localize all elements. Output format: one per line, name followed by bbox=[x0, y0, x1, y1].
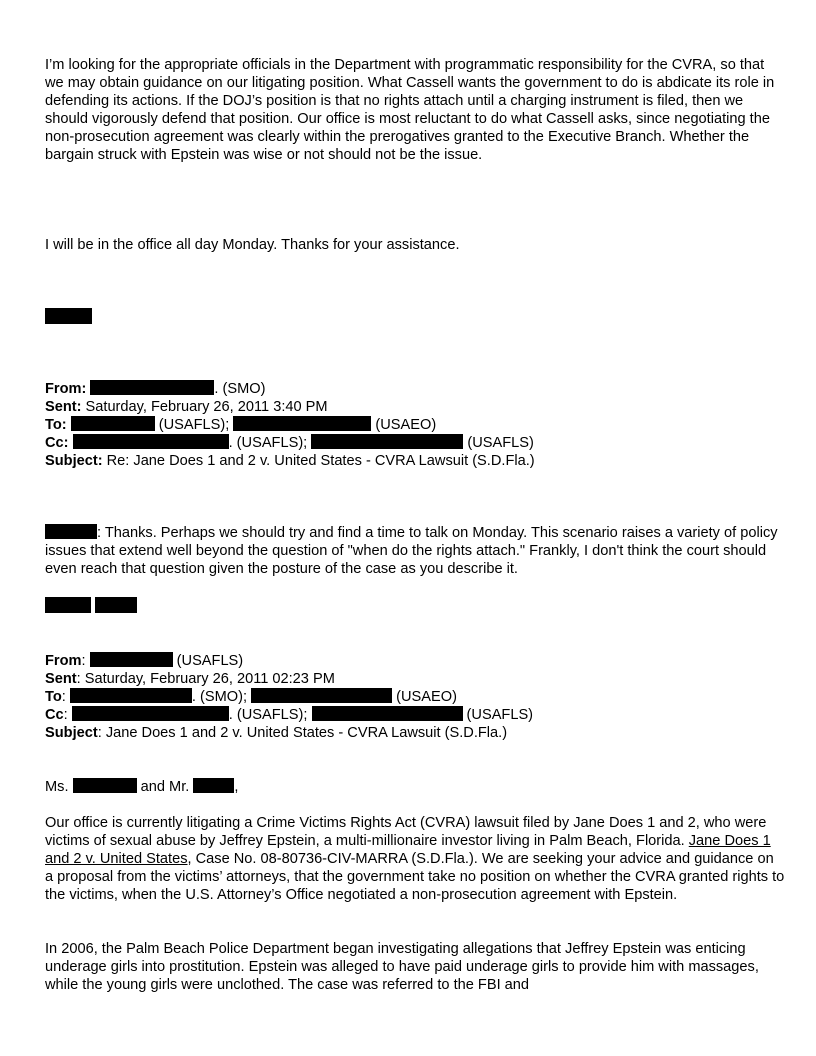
availability-line: I will be in the office all day Monday. Thanks for your assistance. bbox=[45, 237, 460, 253]
paragraph-1-part-a: Our office is currently litigating a Crime Victims Rights Act (CVRA) lawsuit filed by Jane Does 1 and 2, who were victims of sexual abuse by Jeffrey Epstein, a multi-millionaire investor living in Palm Beach, Florida. bbox=[45, 815, 767, 850]
subject-line bbox=[45, 452, 785, 470]
cc-value-1: . (USAFLS); bbox=[228, 707, 312, 724]
redaction-block bbox=[90, 652, 173, 667]
redaction-block bbox=[90, 380, 214, 395]
redaction-block bbox=[73, 778, 137, 793]
redaction-block bbox=[71, 416, 155, 431]
sent-label: Sent: bbox=[45, 399, 82, 416]
colon: : bbox=[61, 689, 66, 706]
email-header-2 bbox=[45, 652, 785, 742]
to-label: To: bbox=[45, 417, 67, 434]
email-body-2-paragraph-2: In 2006, the Palm Beach Police Department began investigating allegations that Jeffrey Epstein was enticing underage girls into prostitution. Epstein was alleged to have paid underage girls to provide him with massages, while the young girls were unclothed. The case was referred to the FBI and bbox=[45, 941, 759, 994]
redaction-block bbox=[72, 706, 229, 721]
email-body-2-paragraph-1 bbox=[45, 814, 785, 904]
from-value: . (SMO) bbox=[214, 381, 266, 397]
from-line bbox=[45, 380, 785, 398]
colon: : bbox=[63, 707, 68, 724]
redaction-block bbox=[193, 778, 234, 793]
email-header-1 bbox=[45, 380, 785, 470]
redaction-block bbox=[45, 308, 92, 324]
redaction-block bbox=[312, 706, 463, 721]
paragraph-1-part-b: , Case No. 08-80736-CIV-MARRA (S.D.Fla.). We are seeking your advice and guidance on a proposal from the victims’ attorneys, that the government take no position on whether the CVRA granted rights to the victims, when the U.S. Attorney’s Office negotiated a non-prosecution agreement with Epstein. bbox=[45, 851, 785, 904]
sent-value: : Saturday, February 26, 2011 02:23 PM bbox=[76, 671, 335, 688]
sent-line bbox=[45, 670, 785, 688]
subject-value: : Jane Does 1 and 2 v. United States - CVRA Lawsuit (S.D.Fla.) bbox=[97, 725, 508, 742]
to-value-2: (USAEO) bbox=[392, 689, 457, 706]
cc-value-2: (USAFLS) bbox=[463, 435, 534, 452]
from-value: (USAFLS) bbox=[172, 653, 244, 669]
cc-value-1: . (USAFLS); bbox=[228, 435, 312, 452]
redaction-block bbox=[311, 434, 463, 449]
to-line bbox=[45, 688, 785, 706]
subject-label: Subject: bbox=[45, 453, 103, 470]
cc-label: Cc: bbox=[45, 435, 69, 452]
signature-redaction-2 bbox=[45, 597, 785, 616]
sent-label: Sent bbox=[45, 671, 77, 688]
email-body-1 bbox=[45, 524, 785, 578]
redaction-block bbox=[45, 597, 91, 613]
email-body-1-text: : Thanks. Perhaps we should try and find a time to talk on Monday. This scenario raises a variety of policy issues that extend well beyond the question of "when do the rights attach." Frankly, I don't think the court should even reach that question given the posture of the case as you describe it. bbox=[45, 525, 778, 578]
salutation bbox=[45, 778, 785, 796]
to-value-1: . (SMO); bbox=[191, 689, 252, 706]
subject-label: Subject bbox=[45, 725, 98, 742]
colon: : bbox=[81, 653, 86, 669]
redaction-block bbox=[45, 524, 97, 539]
from-label: From: bbox=[45, 381, 87, 397]
salutation-text-2: and Mr. bbox=[136, 779, 194, 795]
from-line bbox=[45, 652, 785, 670]
to-value-2: (USAEO) bbox=[371, 417, 437, 434]
sent-value: Saturday, February 26, 2011 3:40 PM bbox=[81, 399, 328, 416]
from-label: From bbox=[45, 653, 82, 669]
cc-line bbox=[45, 434, 785, 452]
cc-label: Cc bbox=[45, 707, 64, 724]
subject-line bbox=[45, 724, 785, 742]
case-citation: Jane Does 1 and 2 v. United States bbox=[45, 833, 771, 868]
to-label: To bbox=[45, 689, 62, 706]
to-value-1: (USAFLS); bbox=[154, 417, 234, 434]
sent-line bbox=[45, 398, 785, 416]
to-line bbox=[45, 416, 785, 434]
redaction-block bbox=[251, 688, 392, 703]
cc-line bbox=[45, 706, 785, 724]
redaction-block bbox=[233, 416, 371, 431]
cc-value-2: (USAFLS) bbox=[462, 707, 534, 724]
signature-redaction bbox=[45, 308, 785, 327]
subject-value: Re: Jane Does 1 and 2 v. United States - CVRA Lawsuit (S.D.Fla.) bbox=[102, 453, 535, 470]
redaction-block bbox=[70, 688, 192, 703]
intro-paragraph: I’m looking for the appropriate officials in the Department with programmatic responsibility for the CVRA, so that we may obtain guidance on our litigating position. What Cassell wants the government to do is abdicate its role in defending its actions. If the DOJ’s position is that no rights attach until a charging instrument is filed, then we should vigorously defend that position. Our office is most reluctant to do what Cassell asks, since negotiating the non-prosecution agreement was clearly within the prerogatives granted to the Executive Branch. Whether the bargain struck with Epstein was wise or not should not be the issue. bbox=[45, 57, 775, 164]
redaction-block bbox=[73, 434, 229, 449]
redaction-block bbox=[95, 597, 137, 613]
salutation-text-1: Ms. bbox=[45, 779, 73, 795]
salutation-text-3: , bbox=[234, 779, 239, 795]
